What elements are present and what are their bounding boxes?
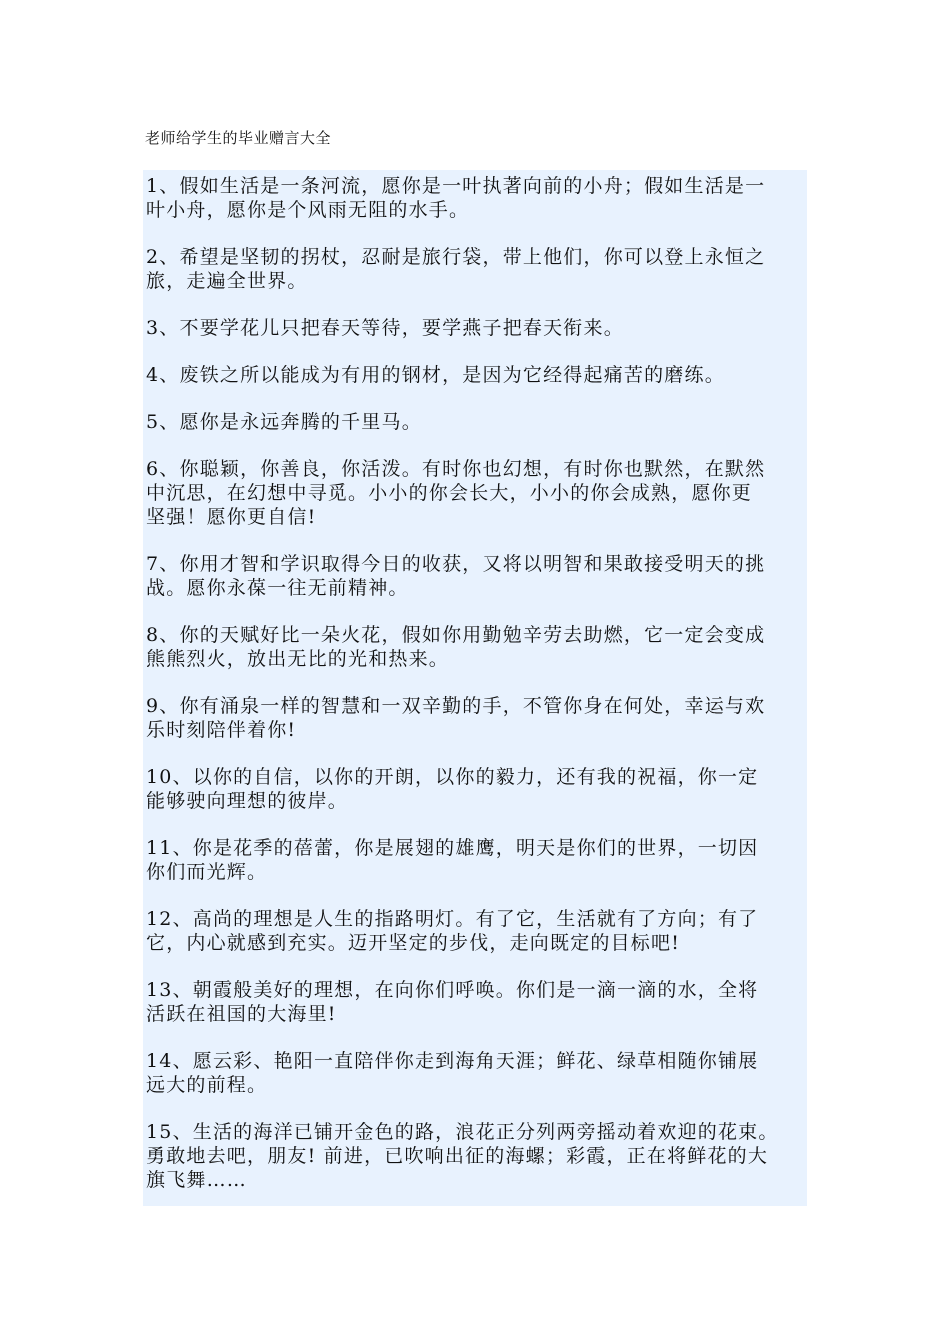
paragraph-14: 14、愿云彩、艳阳一直陪伴你走到海角天涯；鲜花、绿草相随你铺展 远大的前程。 bbox=[146, 1050, 759, 1096]
paragraph-15: 15、生活的海洋已铺开金色的路，浪花正分列两旁摇动着欢迎的花束。 勇敢地去吧，朋友! 前进，已吹响出征的海螺；彩霞，正在将鲜花的大 旗飞舞…… bbox=[146, 1121, 779, 1191]
paragraph-10: 10、以你的自信，以你的开朗，以你的毅力，还有我的祝福，你一定 能够驶向理想的彼岸。 bbox=[146, 766, 759, 812]
paragraph-11: 11、你是花季的蓓蕾，你是展翅的雄鹰，明天是你们的世界，一切因 你们而光辉。 bbox=[146, 837, 759, 883]
document-title: 老师给学生的毕业赠言大全 bbox=[145, 129, 332, 147]
paragraph-7: 7、你用才智和学识取得今日的收获，又将以明智和果敢接受明天的挑 战。愿你永葆一往无前精神。 bbox=[146, 553, 766, 599]
paragraph-4: 4、废铁之所以能成为有用的钢材，是因为它经得起痛苦的磨练。 bbox=[146, 364, 725, 386]
paragraph-6: 6、你聪颖，你善良，你活泼。有时你也幻想，有时你也默然，在默然 中沉思，在幻想中寻觅。小小的你会长大，小小的你会成熟，愿你更 坚强！愿你更自信! bbox=[146, 458, 766, 528]
paragraph-1: 1、假如生活是一条河流，愿你是一叶执著向前的小舟；假如生活是一 叶小舟，愿你是个风雨无阻的水手。 bbox=[146, 175, 766, 221]
document-body bbox=[143, 170, 807, 1206]
paragraph-8: 8、你的天赋好比一朵火花，假如你用勤勉辛劳去助燃，它一定会变成 熊熊烈火，放出无比的光和热来。 bbox=[146, 624, 766, 670]
paragraph-3: 3、不要学花儿只把春天等待，要学燕子把春天衔来。 bbox=[146, 317, 624, 339]
paragraph-12: 12、高尚的理想是人生的指路明灯。有了它，生活就有了方向；有了 它，内心就感到充实。迈开坚定的步伐，走向既定的目标吧! bbox=[146, 908, 759, 954]
paragraph-13: 13、朝霞般美好的理想，在向你们呼唤。你们是一滴一滴的水，全将 活跃在祖国的大海里! bbox=[146, 979, 759, 1025]
paragraph-2: 2、希望是坚韧的拐杖，忍耐是旅行袋，带上他们，你可以登上永恒之 旅，走遍全世界。 bbox=[146, 246, 766, 292]
paragraph-5: 5、愿你是永远奔腾的千里马。 bbox=[146, 411, 422, 433]
paragraph-9: 9、你有涌泉一样的智慧和一双辛勤的手，不管你身在何处，幸运与欢 乐时刻陪伴着你! bbox=[146, 695, 766, 741]
